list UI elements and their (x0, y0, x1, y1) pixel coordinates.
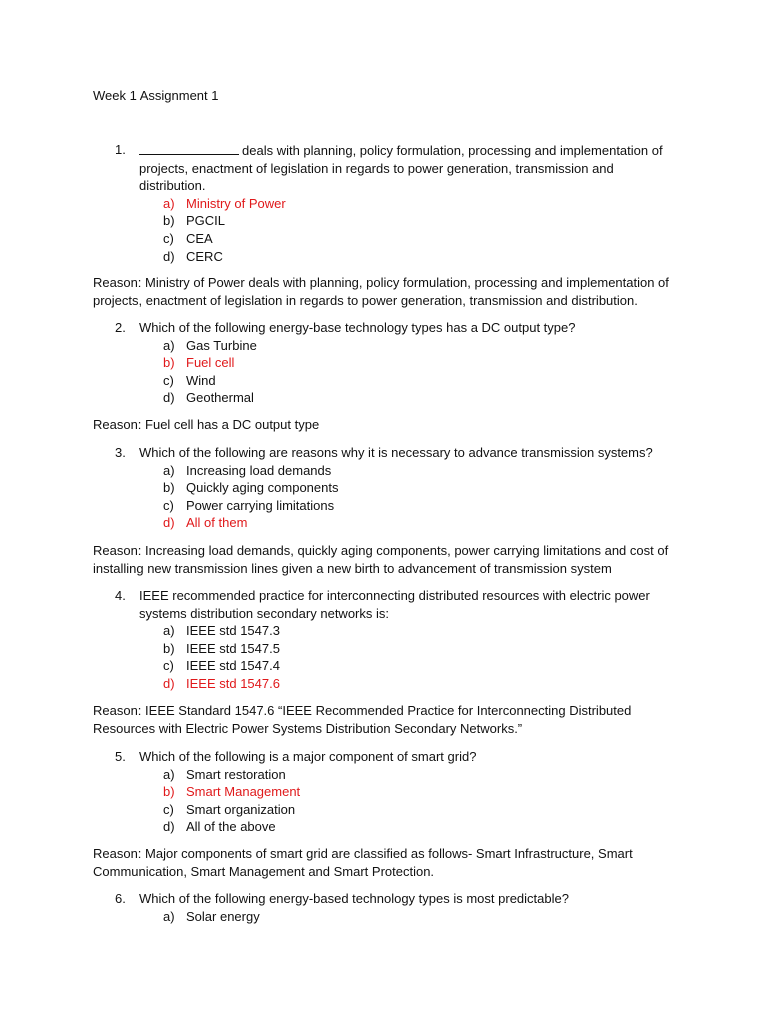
reason-1: Reason: Ministry of Power deals with planning, policy formulation, processing and implementation of projects, enactment of legislation in regards to power generation, transmission and distribution. (93, 275, 669, 308)
question-number: 6. (115, 891, 126, 906)
option-a: a) IEEE std 1547.3 (163, 623, 280, 639)
question-5 (93, 748, 683, 836)
question-number: 1. (115, 142, 126, 157)
option-d: d) All of the above (163, 819, 276, 835)
option-d-correct: d) All of them (163, 515, 248, 531)
question-text-row (93, 141, 683, 195)
option-a: a) Smart restoration (163, 766, 286, 782)
question-text: Which of the following energy-based technology types is most predictable? (139, 891, 569, 906)
question-3 (93, 444, 683, 532)
question-text-row (93, 444, 683, 462)
option-a: a) Solar energy (163, 908, 260, 924)
question-6 (93, 890, 683, 925)
option-b: b) Quickly aging components (163, 480, 339, 496)
option-list (93, 766, 683, 836)
option-d-correct: d) IEEE std 1547.6 (163, 675, 280, 691)
question-number: 4. (115, 588, 126, 603)
fill-in-blank-line (139, 141, 239, 155)
question-1 (93, 141, 683, 265)
question-2 (93, 319, 683, 407)
option-a: a) Gas Turbine (163, 337, 257, 353)
reason-3: Reason: Increasing load demands, quickly aging components, power carrying limitations and cost of installing new transmission lines given a new birth to advancement of transmission system (93, 543, 669, 576)
question-text-row (93, 587, 683, 622)
option-list (93, 462, 683, 532)
question-number: 3. (115, 445, 126, 460)
question-text: Which of the following is a major component of smart grid? (139, 749, 477, 764)
option-c: c) Wind (163, 372, 216, 388)
option-b: b) IEEE std 1547.5 (163, 640, 280, 656)
option-d: d) Geothermal (163, 390, 254, 406)
option-list (93, 337, 683, 407)
option-b-correct: b) Fuel cell (163, 355, 235, 371)
option-b-correct: b) Smart Management (163, 784, 301, 800)
question-4 (93, 587, 683, 693)
option-d: d) CERC (163, 248, 223, 264)
question-text: IEEE recommended practice for interconnecting distributed resources with electric power systems distribution secondary networks is: (139, 588, 650, 621)
question-text-row (93, 319, 683, 337)
reason-4: Reason: IEEE Standard 1547.6 “IEEE Recommended Practice for Interconnecting Distributed Resources with Electric Power Systems Distribution Secondary Networks.” (93, 703, 632, 736)
option-a-correct: a) Ministry of Power (163, 195, 286, 211)
reason-2: Reason: Fuel cell has a DC output type (93, 417, 320, 432)
question-text-row (93, 748, 683, 766)
question-text-row (93, 890, 683, 908)
option-a: a) Increasing load demands (163, 462, 332, 478)
option-c: c) IEEE std 1547.4 (163, 658, 280, 674)
question-text: deals with planning, policy formulation, processing and implementation of projects, enactment of legislation in regards to power generation, transmission and distribution. (139, 143, 663, 194)
question-text: Which of the following are reasons why it is necessary to advance transmission systems? (139, 445, 653, 460)
option-list (93, 195, 683, 265)
option-list (93, 622, 683, 692)
question-text: Which of the following energy-base technology types has a DC output type? (139, 320, 576, 335)
reason-5: Reason: Major components of smart grid are classified as follows- Smart Infrastructure, Smart Communication, Smart Management and Smart Protection. (93, 846, 633, 879)
option-list (93, 908, 683, 926)
option-c: c) CEA (163, 230, 213, 246)
option-c: c) Power carrying limitations (163, 497, 335, 513)
question-number: 2. (115, 320, 126, 335)
question-number: 5. (115, 749, 126, 764)
option-b: b) PGCIL (163, 213, 226, 229)
document-title: Week 1 Assignment 1 (93, 88, 219, 103)
option-c: c) Smart organization (163, 801, 296, 817)
